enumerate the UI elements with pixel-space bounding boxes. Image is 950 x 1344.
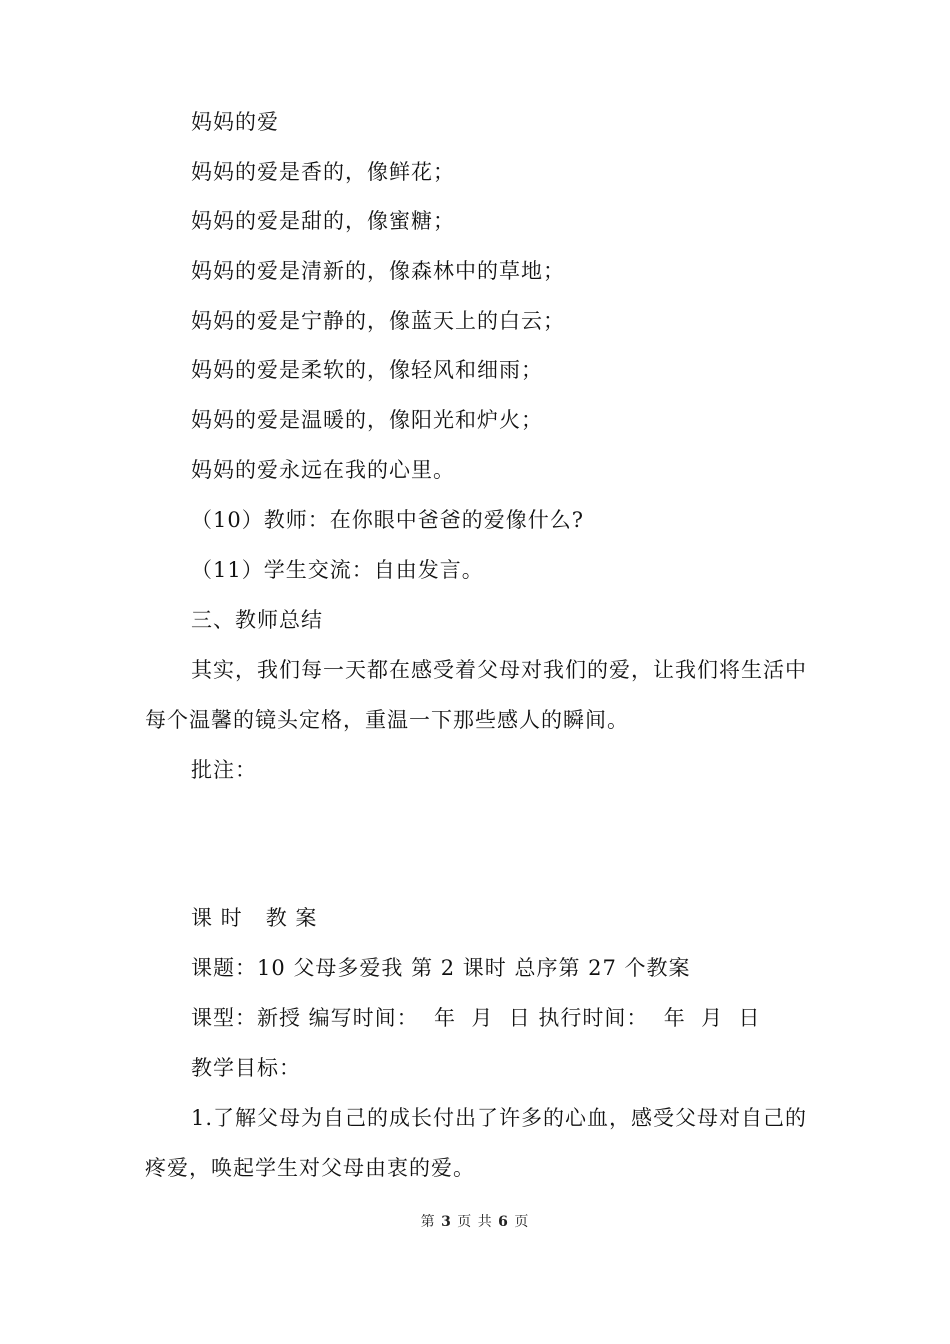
footer-suffix: 页 xyxy=(514,1214,530,1230)
lesson-topic: 课题：10 父母多爱我 第 2 课时 总序第 27 个教案 xyxy=(191,956,691,980)
goal-line: 疼爱，唤起学生对父母由衷的爱。 xyxy=(145,1156,475,1180)
note-label: 批注： xyxy=(191,758,257,782)
footer-current-page: 3 xyxy=(441,1214,452,1230)
step-item: （11）学生交流：自由发言。 xyxy=(191,558,484,582)
lesson-header: 课 时 教 案 xyxy=(191,906,318,930)
footer-prefix: 第 xyxy=(420,1214,436,1230)
poem-line: 妈妈的爱是清新的，像森林中的草地； xyxy=(191,259,565,283)
summary-paragraph-line: 其实，我们每一天都在感受着父母对我们的爱，让我们将生活中 xyxy=(191,658,807,682)
poem-line: 妈妈的爱是宁静的，像蓝天上的白云； xyxy=(191,309,565,333)
poem-line: 妈妈的爱是香的，像鲜花； xyxy=(191,160,455,184)
footer-middle: 页 共 xyxy=(457,1214,493,1230)
lesson-type: 课型：新授 编写时间： 年 月 日 执行时间： 年 月 日 xyxy=(191,1006,761,1030)
poem-line: 妈妈的爱是温暖的，像阳光和炉火； xyxy=(191,408,543,432)
poem-line: 妈妈的爱永远在我的心里。 xyxy=(191,458,455,482)
section-heading: 三、教师总结 xyxy=(191,608,323,632)
poem-line: 妈妈的爱是甜的，像蜜糖； xyxy=(191,209,455,233)
summary-paragraph-line: 每个温馨的镜头定格，重温一下那些感人的瞬间。 xyxy=(145,708,629,732)
poem-title: 妈妈的爱 xyxy=(191,110,279,134)
poem-line: 妈妈的爱是柔软的，像轻风和细雨； xyxy=(191,358,543,382)
goal-line: 1.了解父母为自己的成长付出了许多的心血，感受父母对自己的 xyxy=(191,1106,808,1130)
step-item: （10）教师：在你眼中爸爸的爱像什么? xyxy=(191,508,584,532)
goals-label: 教学目标： xyxy=(191,1056,301,1080)
page-footer xyxy=(0,1212,950,1232)
footer-total-pages: 6 xyxy=(498,1214,509,1230)
